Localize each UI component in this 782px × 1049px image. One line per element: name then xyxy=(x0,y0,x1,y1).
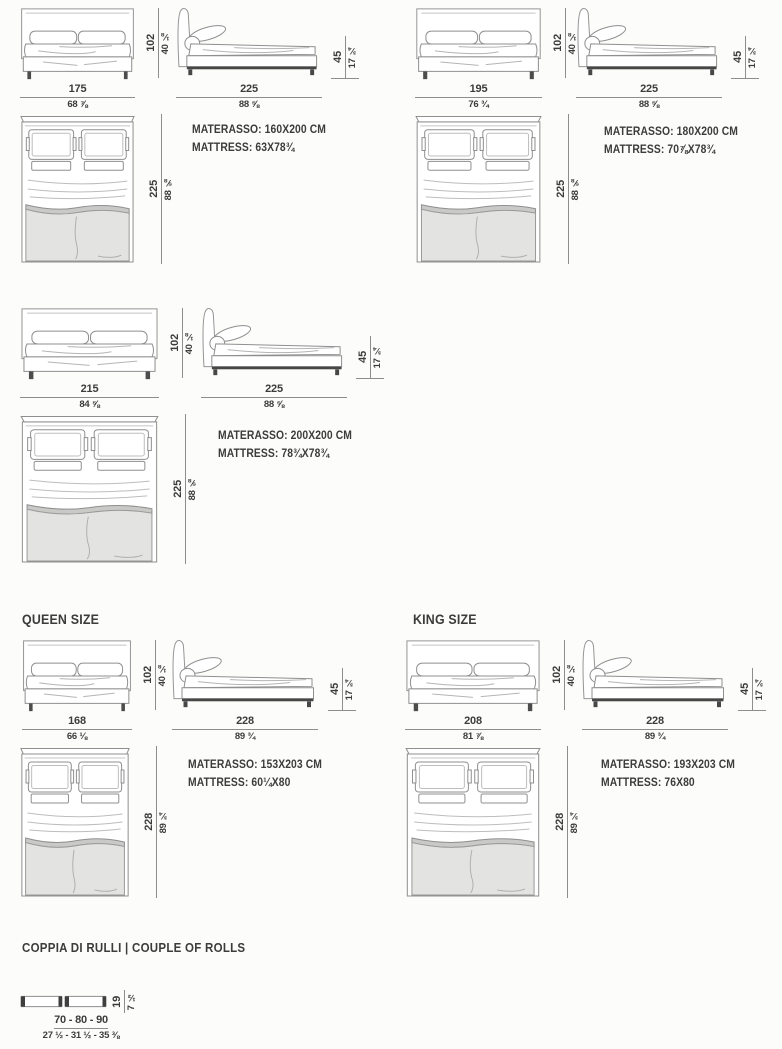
size-header: KING SIZE xyxy=(413,612,477,627)
bed-side-view xyxy=(170,638,320,710)
materasso-line: MATERASSO: 193X203 CM xyxy=(601,759,735,771)
bed-front-view xyxy=(22,640,132,712)
dimension-cm: 225 xyxy=(265,383,283,395)
side-length-dimension xyxy=(582,715,728,743)
dimension-line xyxy=(172,729,318,730)
side-length-dimension xyxy=(176,83,322,111)
dimension-cm: 225 xyxy=(640,83,658,95)
dimension-inches: 88 ⅝ xyxy=(263,398,285,410)
dimension-inches: 17 ¾ xyxy=(347,45,358,69)
bed-side-view xyxy=(580,638,730,710)
dimension-inches: 27 ½ - 31 ½ - 35 ⅜ xyxy=(42,1029,120,1041)
dimension-cm: 175 xyxy=(68,83,87,95)
dimension-inches: 40 ⅛ xyxy=(157,663,168,687)
side-length-dimension xyxy=(576,83,722,111)
dimension-inches: 89 ¾ xyxy=(234,730,256,742)
dimension-cm: 102 xyxy=(145,34,157,52)
dimension-cm: 195 xyxy=(469,83,488,95)
dimension-cm: 225 xyxy=(148,180,160,198)
dimension-inches: 88 ⅝ xyxy=(187,477,198,501)
dimension-cm: 45 xyxy=(357,351,369,363)
rolls-title: COPPIA DI RULLI | COUPLE OF ROLLS xyxy=(22,941,246,955)
foot-height-dimension xyxy=(356,336,384,379)
mattress-spec xyxy=(604,124,738,160)
dimension-line xyxy=(201,397,347,398)
bed-variant-200x200 xyxy=(0,300,391,600)
mattress-line: MATTRESS: 78¾X78¾ xyxy=(218,447,330,460)
dimension-line xyxy=(176,97,322,98)
dimension-line xyxy=(20,97,135,98)
dimension-cm: 19 xyxy=(111,995,123,1008)
foot-height-dimension xyxy=(738,668,766,711)
rolls-height-dimension xyxy=(110,990,138,1013)
bed-variant-180x200 xyxy=(391,0,782,300)
dimension-inches: 89 ¾ xyxy=(158,810,169,834)
height-dimension xyxy=(168,308,196,378)
front-width-dimension xyxy=(415,83,542,111)
dimension-line xyxy=(415,97,542,98)
foot-height-dimension xyxy=(331,36,359,79)
dimension-cm: 228 xyxy=(646,715,664,727)
mattress-spec xyxy=(218,428,352,464)
materasso-line: MATERASSO: 160X200 CM xyxy=(192,124,326,136)
plan-length-dimension xyxy=(553,746,581,898)
bed-top-view xyxy=(405,746,541,898)
materasso-line: MATERASSO: 180X200 CM xyxy=(604,126,738,138)
dimension-inches: 40 ⅛ xyxy=(184,331,195,355)
dimension-cm: 102 xyxy=(169,334,181,352)
bed-front-view xyxy=(405,640,541,712)
front-width-dimension xyxy=(20,83,135,111)
mattress-line: MATTRESS: 60¼X80 xyxy=(188,776,291,789)
dimension-inches: 40 ⅛ xyxy=(160,31,171,55)
dimension-inches: 17 ¾ xyxy=(344,677,355,701)
dimension-inches: 88 ⅝ xyxy=(638,98,660,110)
mattress-line: MATTRESS: 76X80 xyxy=(601,776,695,789)
dimension-inches: 89 ¾ xyxy=(569,810,580,834)
dimension-inches: 88 ⅝ xyxy=(163,177,174,201)
dimension-cm: 228 xyxy=(236,715,254,727)
dimension-inches: 17 ¾ xyxy=(372,345,383,369)
mattress-line: MATTRESS: 63X78¾ xyxy=(192,141,295,154)
dimension-cm: 225 xyxy=(172,480,184,498)
foot-height-dimension xyxy=(731,36,759,79)
dimension-cm: 45 xyxy=(329,683,341,695)
bed-side-view xyxy=(175,6,323,78)
dimension-inches: 76 ¾ xyxy=(468,98,489,110)
dimension-cm: 45 xyxy=(739,683,751,695)
dimension-cm: 70 - 80 - 90 xyxy=(54,1014,108,1026)
rolls-width-dimension xyxy=(28,1014,134,1042)
dimension-cm: 215 xyxy=(80,383,99,395)
plan-length-dimension xyxy=(142,746,170,898)
foot-height-dimension xyxy=(328,668,356,711)
mattress-spec xyxy=(188,757,322,793)
bed-front-view xyxy=(20,8,135,80)
bed-top-view xyxy=(415,114,542,264)
dimension-inches: 68 ⅞ xyxy=(67,98,88,110)
dimension-inches: 40 ⅛ xyxy=(567,31,578,55)
dimension-inches: 88 ⅝ xyxy=(570,177,581,201)
bed-variant-king xyxy=(391,607,782,907)
materasso-line: MATERASSO: 200X200 CM xyxy=(218,430,352,442)
dimension-cm: 102 xyxy=(142,666,154,684)
materasso-line: MATERASSO: 153X203 CM xyxy=(188,759,322,771)
front-width-dimension xyxy=(405,715,541,743)
dimension-cm: 102 xyxy=(551,666,563,684)
bed-front-view xyxy=(20,308,159,380)
dimension-line xyxy=(582,729,728,730)
mattress-spec xyxy=(192,122,326,158)
dimension-inches: 89 ¾ xyxy=(644,730,666,742)
dimension-line xyxy=(405,729,541,730)
dimension-cm: 45 xyxy=(732,51,744,63)
height-dimension xyxy=(144,8,172,78)
front-width-dimension xyxy=(22,715,132,743)
bed-variant-queen xyxy=(0,607,391,907)
dimension-inches: 84 ⅝ xyxy=(79,398,100,410)
dimension-inches: 66 ⅛ xyxy=(66,730,88,742)
dimension-cm: 228 xyxy=(143,813,155,831)
plan-length-dimension xyxy=(147,114,175,264)
dimension-inches: 17 ¾ xyxy=(754,677,765,701)
dimension-line xyxy=(20,397,159,398)
bed-side-view xyxy=(200,306,348,378)
dimension-line xyxy=(54,1028,108,1029)
side-length-dimension xyxy=(201,383,347,411)
bed-top-view xyxy=(20,414,159,564)
bed-variant-160x200 xyxy=(0,0,391,300)
mattress-spec xyxy=(601,757,735,793)
dimension-inches: 40 ⅛ xyxy=(566,663,577,687)
side-length-dimension xyxy=(172,715,318,743)
plan-length-dimension xyxy=(554,114,582,264)
dimension-cm: 228 xyxy=(554,813,566,831)
dimension-inches: 81 ⅞ xyxy=(462,730,484,742)
dimension-line xyxy=(22,729,132,730)
dimension-inches: 17 ¾ xyxy=(747,45,758,69)
dimension-cm: 225 xyxy=(240,83,258,95)
dimension-cm: 168 xyxy=(68,715,86,727)
dimension-inches: 7 ½ xyxy=(126,992,137,1011)
dimension-line xyxy=(576,97,722,98)
height-dimension xyxy=(550,640,578,710)
rolls-drawing xyxy=(20,994,108,1009)
mattress-line: MATTRESS: 70⅞X78¾ xyxy=(604,143,716,156)
bed-front-view xyxy=(415,8,542,80)
dimension-cm: 208 xyxy=(464,715,482,727)
plan-length-dimension xyxy=(171,414,199,564)
bed-top-view xyxy=(20,114,135,264)
height-dimension xyxy=(141,640,169,710)
bed-side-view xyxy=(575,6,723,78)
front-width-dimension xyxy=(20,383,159,411)
dimension-cm: 225 xyxy=(555,180,567,198)
dimension-inches: 88 ⅝ xyxy=(238,98,260,110)
dimension-cm: 45 xyxy=(332,51,344,63)
bed-top-view xyxy=(20,746,130,898)
size-header: QUEEN SIZE xyxy=(22,612,100,627)
dimension-cm: 102 xyxy=(552,34,564,52)
